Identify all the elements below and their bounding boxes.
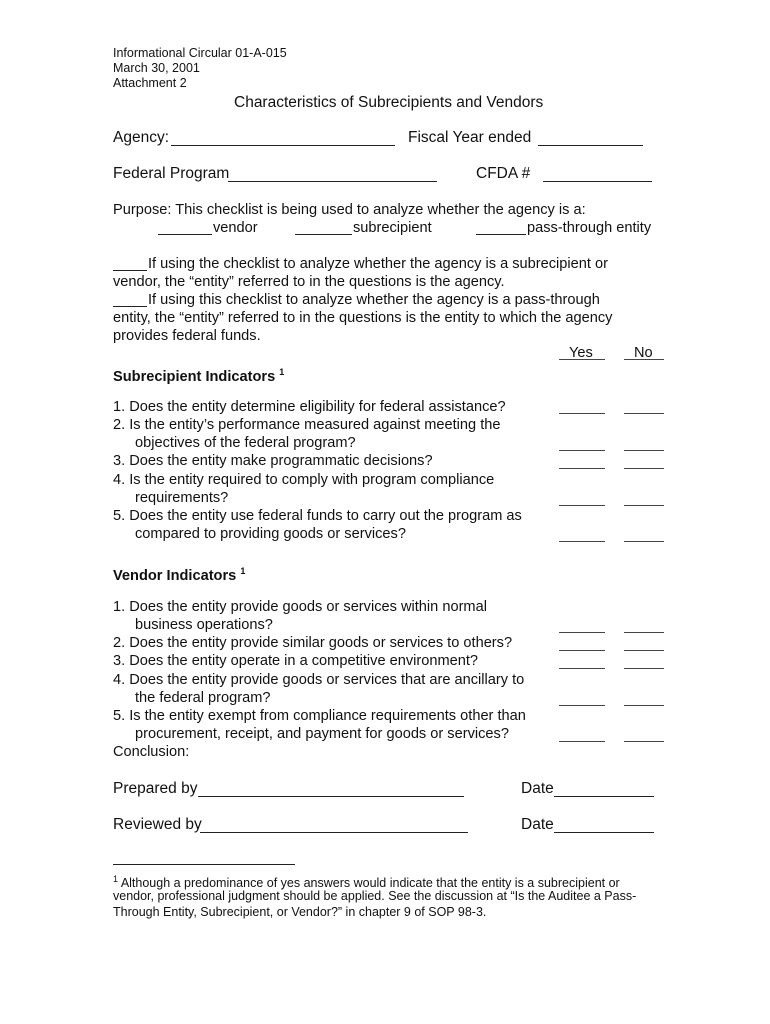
no-answer-line[interactable] bbox=[624, 541, 664, 542]
federal-program-label: Federal Program bbox=[113, 165, 230, 182]
subrecipient-heading-text: Subrecipient Indicators bbox=[113, 368, 276, 385]
reviewed-by-label: Reviewed by bbox=[113, 816, 202, 833]
agency-label: Agency: bbox=[113, 129, 170, 146]
instruction-line: If using the checklist to analyze whether the agency is a subrecipient or bbox=[148, 256, 608, 272]
cfda-label: CFDA # bbox=[476, 165, 531, 182]
question-item: 3. Does the entity make programmatic decisions? bbox=[113, 453, 433, 469]
pass-through-entity-check-line[interactable] bbox=[113, 306, 147, 307]
yes-header-underline bbox=[559, 359, 605, 360]
question-item: 4. Is the entity required to comply with program compliance bbox=[113, 472, 495, 488]
no-answer-line[interactable] bbox=[624, 632, 664, 633]
vendor-heading bbox=[113, 562, 245, 585]
yes-answer-line[interactable] bbox=[559, 468, 605, 469]
subrecipient-heading bbox=[113, 363, 284, 386]
no-answer-line[interactable] bbox=[624, 668, 664, 669]
reviewed-date-label: Date bbox=[521, 816, 554, 833]
prepared-by-label: Prepared by bbox=[113, 780, 198, 797]
pass-through-check-line[interactable] bbox=[476, 234, 526, 235]
question-item: 4. Does the entity provide goods or services that are ancillary to bbox=[113, 672, 525, 688]
footnote-separator bbox=[113, 864, 295, 865]
instruction-line: provides federal funds. bbox=[113, 328, 261, 344]
conclusion-label: Conclusion: bbox=[113, 744, 190, 760]
purpose-text: Purpose: This checklist is being used to analyze whether the agency is a: bbox=[113, 202, 586, 218]
fiscal-year-label: Fiscal Year ended bbox=[408, 129, 532, 146]
footnote-reference: 1 bbox=[279, 367, 285, 377]
question-item: 5. Does the entity use federal funds to carry out the program as bbox=[113, 508, 522, 524]
subrecipient-option-label: subrecipient bbox=[353, 220, 432, 236]
prepared-date-label: Date bbox=[521, 780, 554, 797]
footnote-reference: 1 bbox=[240, 566, 246, 576]
vendor-heading-text: Vendor Indicators bbox=[113, 567, 237, 584]
yes-answer-line[interactable] bbox=[559, 505, 605, 506]
agency-field-line[interactable] bbox=[171, 145, 395, 146]
yes-answer-line[interactable] bbox=[559, 650, 605, 651]
question-item: 2. Is the entity’s performance measured against meeting the bbox=[113, 417, 501, 433]
no-column-header: No bbox=[634, 345, 653, 361]
question-item-continued: objectives of the federal program? bbox=[135, 435, 356, 451]
circular-date: March 30, 2001 bbox=[113, 61, 200, 75]
yes-column-header: Yes bbox=[569, 345, 593, 361]
question-item-continued: requirements? bbox=[135, 490, 229, 506]
instruction-line: If using this checklist to analyze whether the agency is a pass-through bbox=[148, 292, 600, 308]
footnote-text: vendor, professional judgment should be applied. See the discussion at “Is the Auditee a Pass- bbox=[113, 889, 637, 903]
question-item: 1. Does the entity provide goods or services within normal bbox=[113, 599, 487, 615]
no-answer-line[interactable] bbox=[624, 705, 664, 706]
circular-number: Informational Circular 01-A-015 bbox=[113, 46, 287, 60]
question-item: 1. Does the entity determine eligibility for federal assistance? bbox=[113, 399, 506, 415]
yes-answer-line[interactable] bbox=[559, 668, 605, 669]
page-title: Characteristics of Subrecipients and Vendors bbox=[234, 94, 544, 111]
yes-answer-line[interactable] bbox=[559, 632, 605, 633]
fiscal-year-field-line[interactable] bbox=[538, 145, 643, 146]
no-answer-line[interactable] bbox=[624, 450, 664, 451]
cfda-field-line[interactable] bbox=[543, 181, 652, 182]
vendor-check-line[interactable] bbox=[158, 234, 212, 235]
no-header-underline bbox=[624, 359, 664, 360]
no-answer-line[interactable] bbox=[624, 468, 664, 469]
question-item-continued: business operations? bbox=[135, 617, 273, 633]
vendor-option-label: vendor bbox=[213, 220, 258, 236]
yes-answer-line[interactable] bbox=[559, 741, 605, 742]
footnote-text: Although a predominance of yes answers would indicate that the entity is a subrecipient or bbox=[120, 876, 620, 891]
prepared-by-field-line[interactable] bbox=[198, 796, 464, 797]
question-item-continued: procurement, receipt, and payment for goods or services? bbox=[135, 726, 509, 742]
yes-answer-line[interactable] bbox=[559, 541, 605, 542]
no-answer-line[interactable] bbox=[624, 505, 664, 506]
subrecipient-check-line[interactable] bbox=[295, 234, 352, 235]
yes-answer-line[interactable] bbox=[559, 705, 605, 706]
no-answer-line[interactable] bbox=[624, 650, 664, 651]
instruction-line: entity, the “entity” referred to in the questions is the entity to which the agency bbox=[113, 310, 613, 326]
question-item-continued: the federal program? bbox=[135, 690, 271, 706]
subrecipient-vendor-check-line[interactable] bbox=[113, 270, 147, 271]
question-item: 5. Is the entity exempt from compliance requirements other than bbox=[113, 708, 526, 724]
prepared-date-field-line[interactable] bbox=[554, 796, 654, 797]
attachment-label: Attachment 2 bbox=[113, 76, 187, 90]
question-item: 2. Does the entity provide similar goods or services to others? bbox=[113, 635, 513, 651]
question-item: 3. Does the entity operate in a competitive environment? bbox=[113, 653, 479, 669]
reviewed-by-field-line[interactable] bbox=[200, 832, 468, 833]
yes-answer-line[interactable] bbox=[559, 450, 605, 451]
yes-answer-line[interactable] bbox=[559, 413, 605, 414]
federal-program-field-line[interactable] bbox=[228, 181, 437, 182]
footnote-marker: 1 bbox=[113, 874, 119, 884]
reviewed-date-field-line[interactable] bbox=[554, 832, 654, 833]
pass-through-option-label: pass-through entity bbox=[527, 220, 652, 236]
footnote-text: Through Entity, Subrecipient, or Vendor?” in chapter 9 of SOP 98-3. bbox=[113, 905, 487, 919]
no-answer-line[interactable] bbox=[624, 741, 664, 742]
no-answer-line[interactable] bbox=[624, 413, 664, 414]
question-item-continued: compared to providing goods or services? bbox=[135, 526, 406, 542]
instruction-line: vendor, the “entity” referred to in the questions is the agency. bbox=[113, 274, 505, 290]
